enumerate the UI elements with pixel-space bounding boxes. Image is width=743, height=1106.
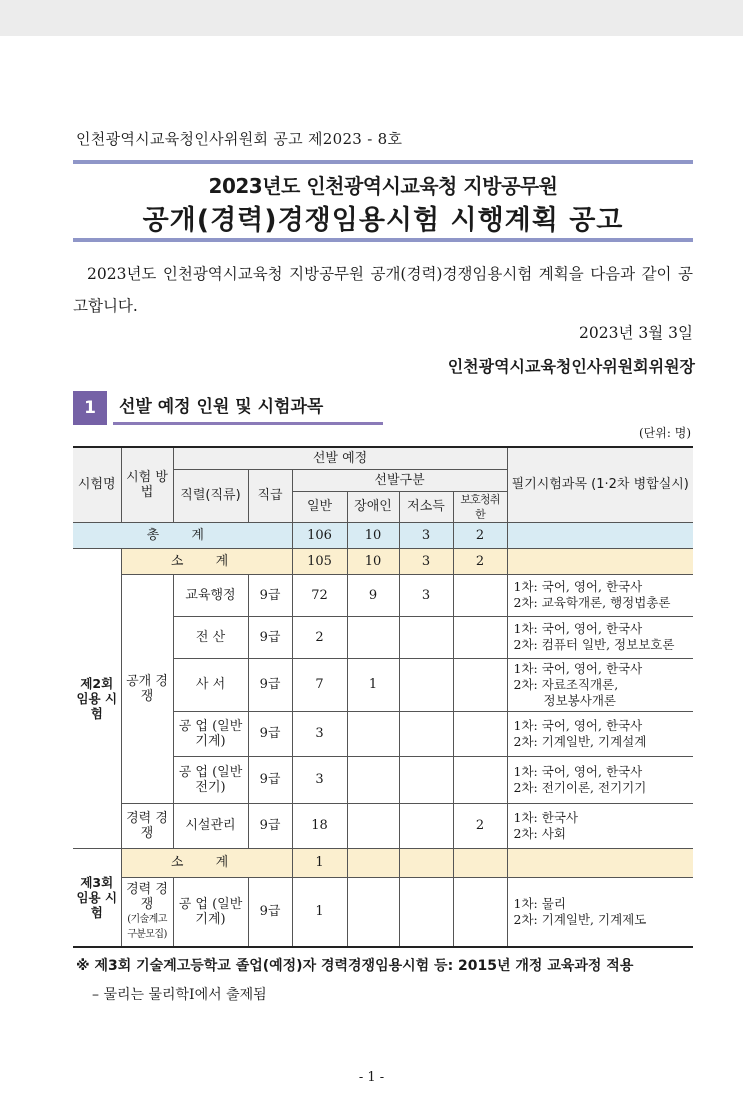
row-job: 공 업 (일반전기) [173,756,248,803]
row-low-income [399,803,453,848]
section-number: 1 [73,391,107,425]
row-grade: 9급 [248,711,292,756]
row-disabled [347,803,399,848]
header-exam: 시험명 [73,447,121,522]
table-row [73,877,693,947]
header-method: 시험 방법 [121,447,173,522]
round2-subtotal-label: 소 계 [121,548,292,574]
row-disabled: 9 [347,574,399,616]
row-disabled [347,877,399,947]
subject-line-2: 2차: 교육학개론, 행정법총론 [513,595,671,610]
row-protection [453,711,507,756]
row-disabled [347,756,399,803]
footnote: ※ 제3회 기술계고등학교 졸업(예정)자 경력경쟁임용시험 등: 2015년 개정 교육과정 적용 [76,958,634,974]
subject-line-1: 1차: 국어, 영어, 한국사 [513,763,643,779]
unit-label: (단위: 명) [639,426,691,440]
row-general: 3 [292,756,347,803]
title-rule-top [73,160,693,164]
row-subjects [507,877,693,947]
header-category: 선발구분 [292,469,507,491]
round3-subtotal-low-income [399,848,453,877]
round2-subtotal-subjects [507,548,693,574]
round2-open-method: 공개 경쟁 [121,574,173,803]
row-subjects [507,803,693,848]
row-low-income: 3 [399,574,453,616]
round2-subtotal-low-income: 3 [399,548,453,574]
page-title: 공개(경력)경쟁임용시험 시행계획 공고 [142,205,624,236]
header-planned: 선발 예정 [173,447,507,469]
header-row-1 [73,447,693,469]
row-low-income [399,616,453,658]
round3-subtotal-label: 소 계 [121,848,292,877]
subject-line-1: 1차: 국어, 영어, 한국사 [513,717,643,733]
header-job: 직렬(직류) [173,469,248,522]
notice-date: 2023년 3월 3일 [579,324,693,342]
section-heading [73,391,383,425]
title-rule-bottom [73,238,693,242]
round3-method-text: 경력 경쟁 [126,881,168,912]
round2-career-method: 경력 경쟁 [121,803,173,848]
total-low-income: 3 [399,522,453,548]
subject-line-2: 2차: 기계일반, 기계설계 [513,733,647,749]
round3-method [121,877,173,947]
row-protection [453,574,507,616]
signer: 인천광역시교육청인사위원회위원장 [447,357,695,376]
round3-subtotal-subjects [507,848,693,877]
total-disabled: 10 [347,522,399,548]
subject-line-1: 1차: 국어, 영어, 한국사 [513,660,643,676]
row-grade: 9급 [248,756,292,803]
row-disabled [347,616,399,658]
header-grade: 직급 [248,469,292,522]
header-general: 일반 [292,491,347,522]
round2-subtotal-protection: 2 [453,548,507,574]
round3-subtotal-protection [453,848,507,877]
round3-method-note: (기술계고 구분모집) [127,913,167,940]
round2-subtotal-row [73,548,693,574]
subject-line-2: 2차: 자료조직개론, [513,676,619,692]
row-general: 18 [292,803,347,848]
section-underline [113,422,383,425]
subject-line-1: 1차: 물리 [513,895,566,911]
header-disabled: 장애인 [347,491,399,522]
row-disabled: 1 [347,658,399,711]
row-low-income [399,658,453,711]
notice-number: 인천광역시교육청인사위원회 공고 제2023 - 8호 [76,130,403,148]
round2-label: 제2회 임용 시험 [73,548,121,848]
row-low-income [399,711,453,756]
row-job: 전 산 [173,616,248,658]
row-protection [453,756,507,803]
row-low-income [399,877,453,947]
row-job: 공 업 (일반기계) [173,877,248,947]
row-subjects [507,574,693,616]
row-job: 사 서 [173,658,248,711]
section-title: 선발 예정 인원 및 시험과목 [119,397,324,417]
footnote-sub: – 물리는 물리학Ⅰ에서 출제됨 [92,987,267,1003]
title-line-1: 2023년도 인천광역시교육청 지방공무원 [208,174,558,198]
row-job: 교육행정 [173,574,248,616]
subject-line-1: 1차: 국어, 영어, 한국사 [513,621,643,636]
round3-subtotal-general: 1 [292,848,347,877]
subject-line-2: 2차: 사회 [513,825,566,841]
row-protection [453,658,507,711]
row-subjects [507,711,693,756]
row-grade: 9급 [248,803,292,848]
round3-subtotal-disabled [347,848,399,877]
subject-line-1: 1차: 한국사 [513,809,578,825]
table-row [73,803,693,848]
total-label: 총 계 [73,522,292,548]
subject-line-2: 2차: 기계일반, 기계제도 [513,911,647,927]
row-low-income [399,756,453,803]
subject-line-1: 1차: 국어, 영어, 한국사 [513,579,643,594]
row-general: 3 [292,711,347,756]
row-general: 1 [292,877,347,947]
row-disabled [347,711,399,756]
round2-subtotal-disabled: 10 [347,548,399,574]
subject-line-2: 2차: 컴퓨터 일반, 정보보호론 [513,637,675,652]
header-protection: 보호청취한 [453,491,507,522]
row-grade: 9급 [248,877,292,947]
selection-table [73,446,693,948]
row-job: 시설관리 [173,803,248,848]
intro-paragraph: 2023년도 인천광역시교육청 지방공무원 공개(경력)경쟁임용시험 계획을 다음과 같이 공고합니다. [73,265,693,315]
header-subjects: 필기시험과목 (1·2차 병합실시) [507,447,693,522]
header-low-income: 저소득 [399,491,453,522]
row-general: 7 [292,658,347,711]
round3-subtotal-row [73,848,693,877]
row-protection [453,616,507,658]
row-general: 72 [292,574,347,616]
row-subjects [507,616,693,658]
total-protection: 2 [453,522,507,548]
round2-subtotal-general: 105 [292,548,347,574]
row-grade: 9급 [248,574,292,616]
total-subjects [507,522,693,548]
row-subjects [507,658,693,711]
subject-line-2: 2차: 전기이론, 전기기기 [513,779,647,795]
top-bar [0,0,743,36]
row-general: 2 [292,616,347,658]
row-protection: 2 [453,803,507,848]
row-grade: 9급 [248,616,292,658]
subject-line-3: 정보봉사개론 [543,692,616,708]
row-protection [453,877,507,947]
row-grade: 9급 [248,658,292,711]
page-number: - 1 - [358,1070,385,1085]
row-subjects [507,756,693,803]
table-row [73,574,693,616]
total-general: 106 [292,522,347,548]
total-row [73,522,693,548]
round3-label: 제3회 임용 시험 [73,848,121,947]
row-job: 공 업 (일반기계) [173,711,248,756]
